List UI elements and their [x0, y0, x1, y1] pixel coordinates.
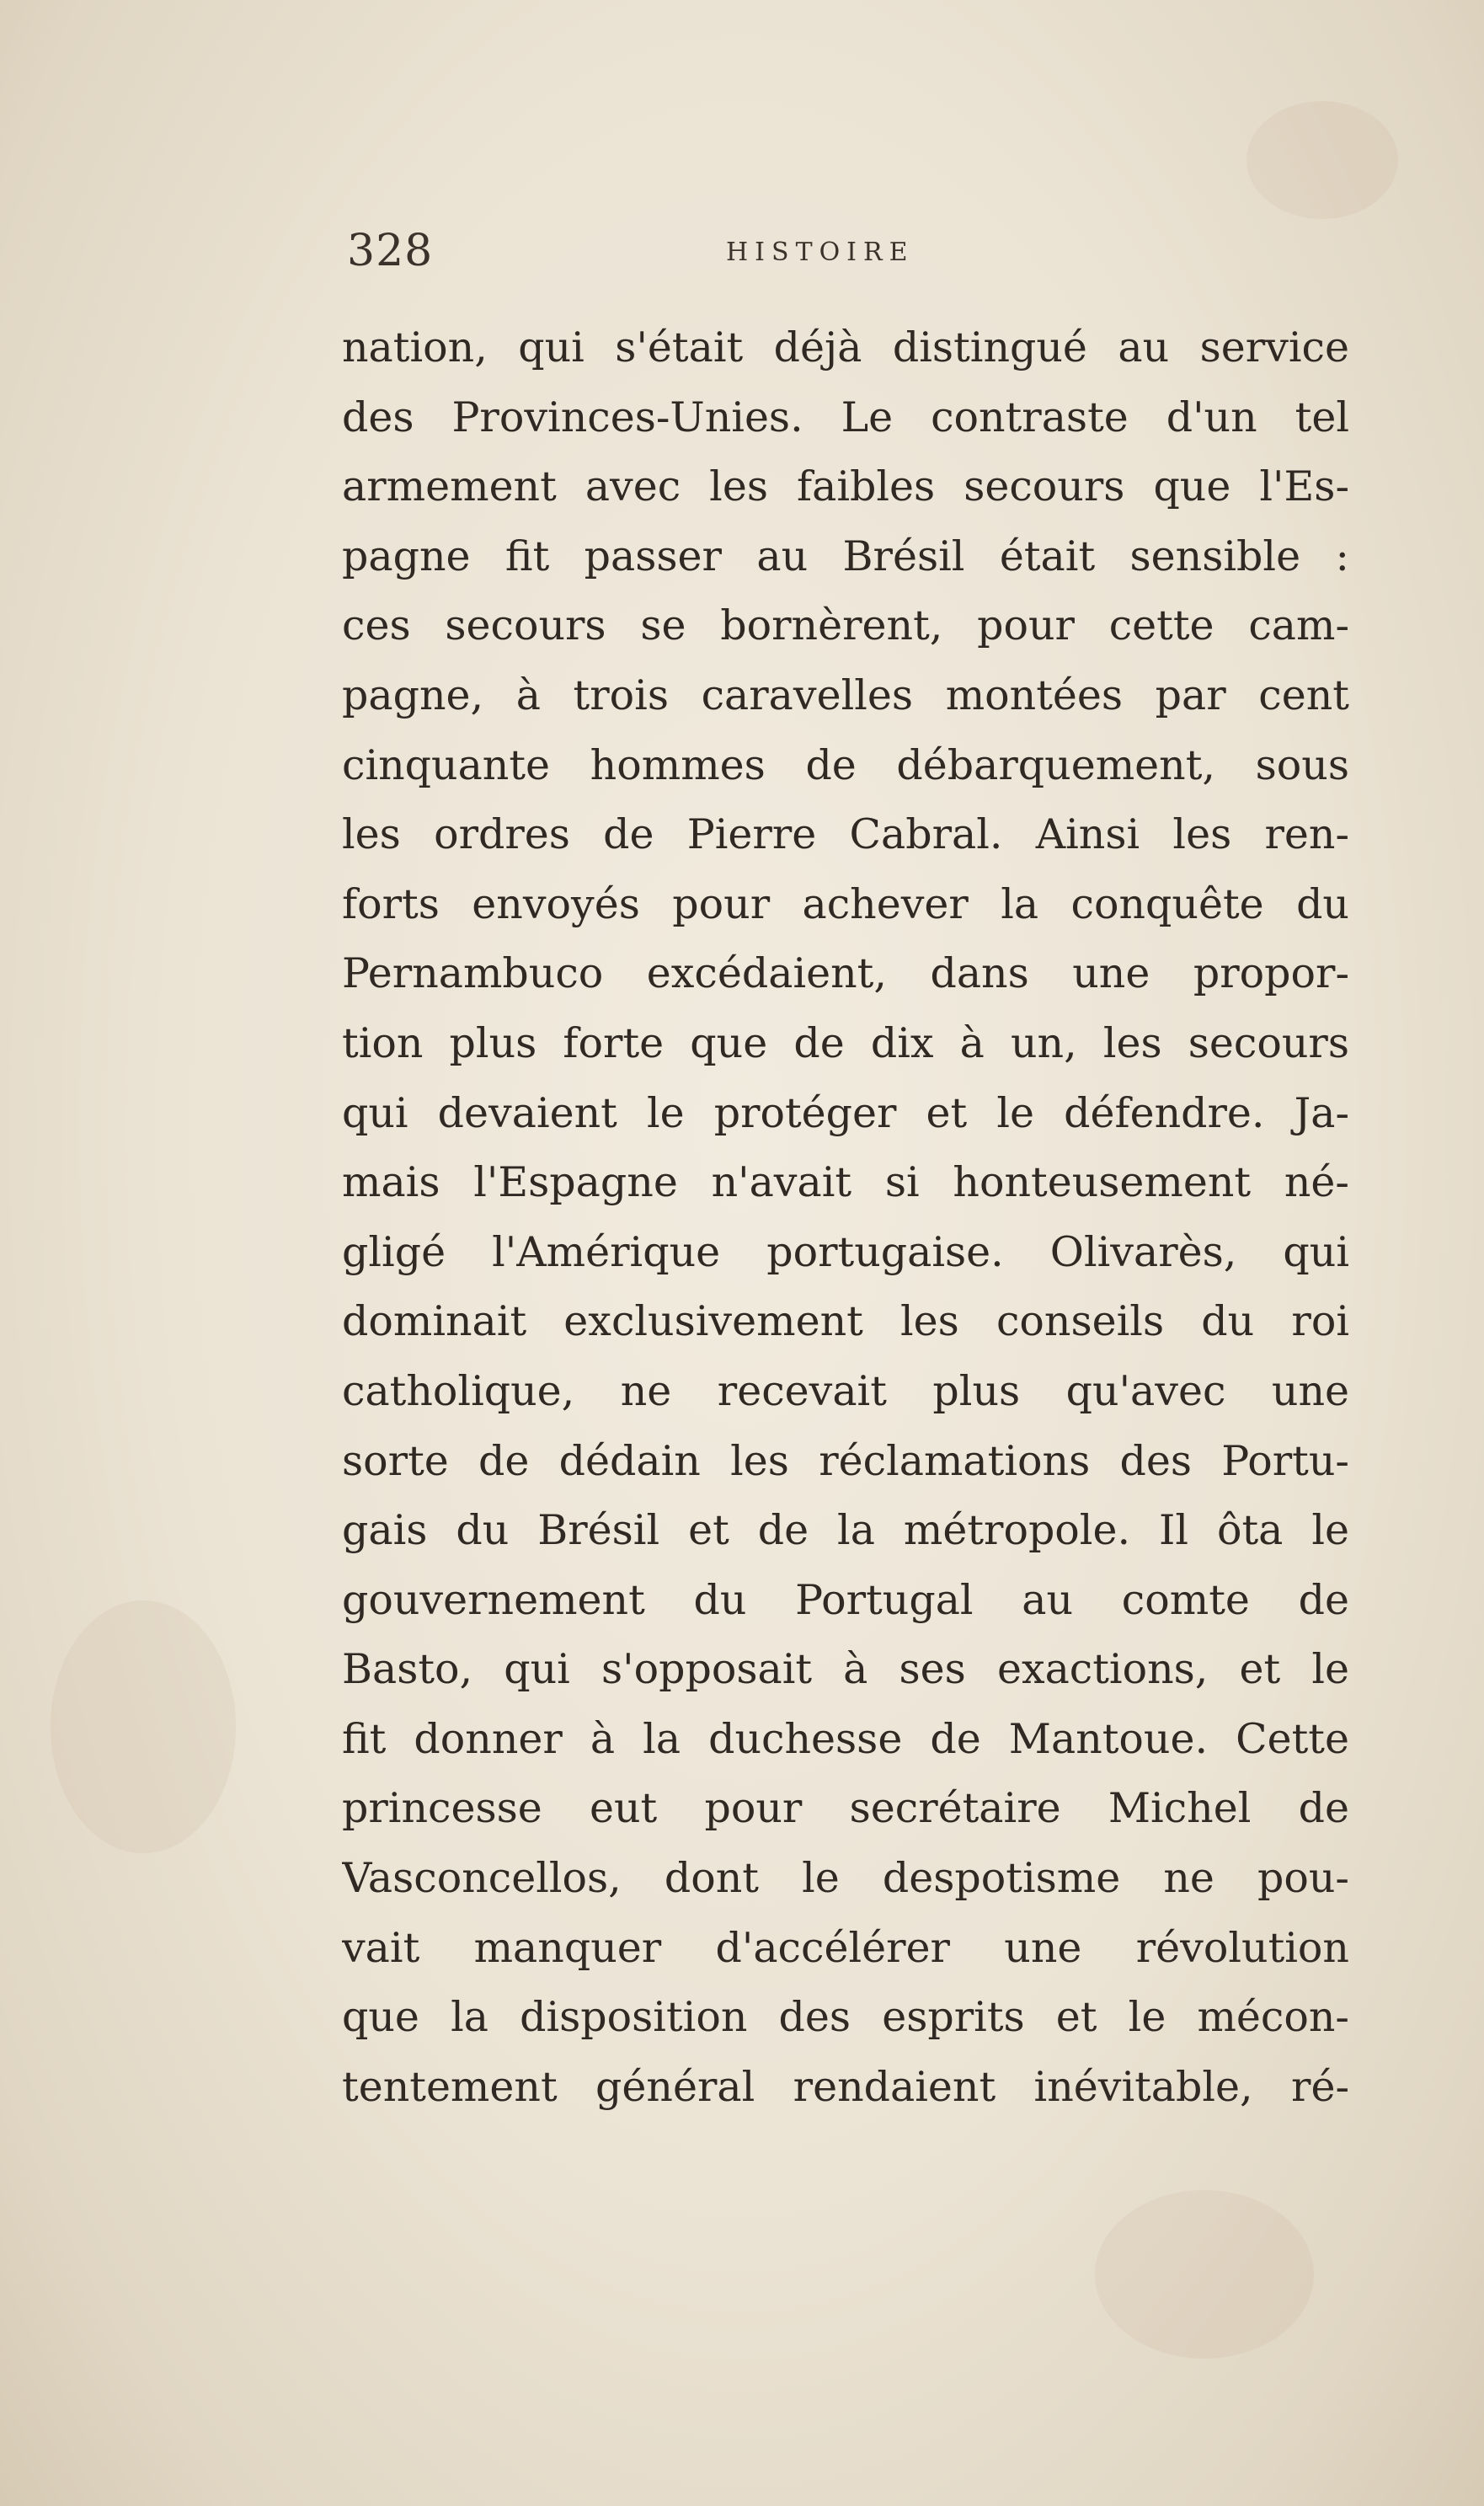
text-line: nation, qui s'était déjà distingué au service — [342, 323, 1349, 371]
text-line: forts envoyés pour achever la conquête du — [342, 879, 1349, 928]
text-line: ces secours se bornèrent, pour cette cam- — [342, 601, 1349, 650]
text-line: fit donner à la duchesse de Mantoue. Cette — [342, 1714, 1349, 1763]
text-line: vait manquer d'accélérer une révolution — [342, 1923, 1349, 1972]
page-header — [347, 226, 1358, 293]
text-line: les ordres de Pierre Cabral. Ainsi les ren- — [342, 810, 1349, 859]
text-line: Basto, qui s'opposait à ses exactions, et le — [342, 1645, 1349, 1694]
body-text — [342, 313, 1349, 2122]
text-line: dominait exclusivement les conseils du roi — [342, 1297, 1349, 1346]
text-line: gais du Brésil et de la métropole. Il ôta le — [342, 1506, 1349, 1555]
paper-stain — [51, 1600, 236, 1853]
text-line: catholique, ne recevait plus qu'avec une — [342, 1366, 1349, 1415]
text-line: Pernambuco excédaient, dans une propor- — [342, 949, 1349, 998]
text-line: cinquante hommes de débarquement, sous — [342, 740, 1349, 789]
page-number: 328 — [347, 226, 434, 276]
text-line: armement avec les faibles secours que l'Es- — [342, 462, 1349, 511]
text-line: mais l'Espagne n'avait si honteusement né- — [342, 1158, 1349, 1207]
text-line: Vasconcellos, dont le despotisme ne pou- — [342, 1854, 1349, 1903]
text-line: sorte de dédain les réclamations des Portu- — [342, 1436, 1349, 1485]
text-line: pagne fit passer au Brésil était sensible : — [342, 532, 1349, 580]
paper-stain — [1095, 2190, 1314, 2359]
text-line: tentement général rendaient inévitable, ré- — [342, 2062, 1349, 2111]
paper-stain — [1246, 101, 1398, 219]
text-line: des Provinces-Unies. Le contraste d'un tel — [342, 393, 1349, 441]
text-line: que la disposition des esprits et le mécon- — [342, 1993, 1349, 2042]
text-line: princesse eut pour secrétaire Michel de — [342, 1784, 1349, 1833]
text-line: pagne, à trois caravelles montées par cent — [342, 671, 1349, 719]
text-line: gouvernement du Portugal au comte de — [342, 1575, 1349, 1624]
text-line: gligé l'Amérique portugaise. Olivarès, qui — [342, 1227, 1349, 1276]
text-line: qui devaient le protéger et le défendre. Ja- — [342, 1088, 1349, 1137]
text-line: tion plus forte que de dix à un, les secours — [342, 1018, 1349, 1067]
running-head: HISTOIRE — [726, 238, 915, 267]
